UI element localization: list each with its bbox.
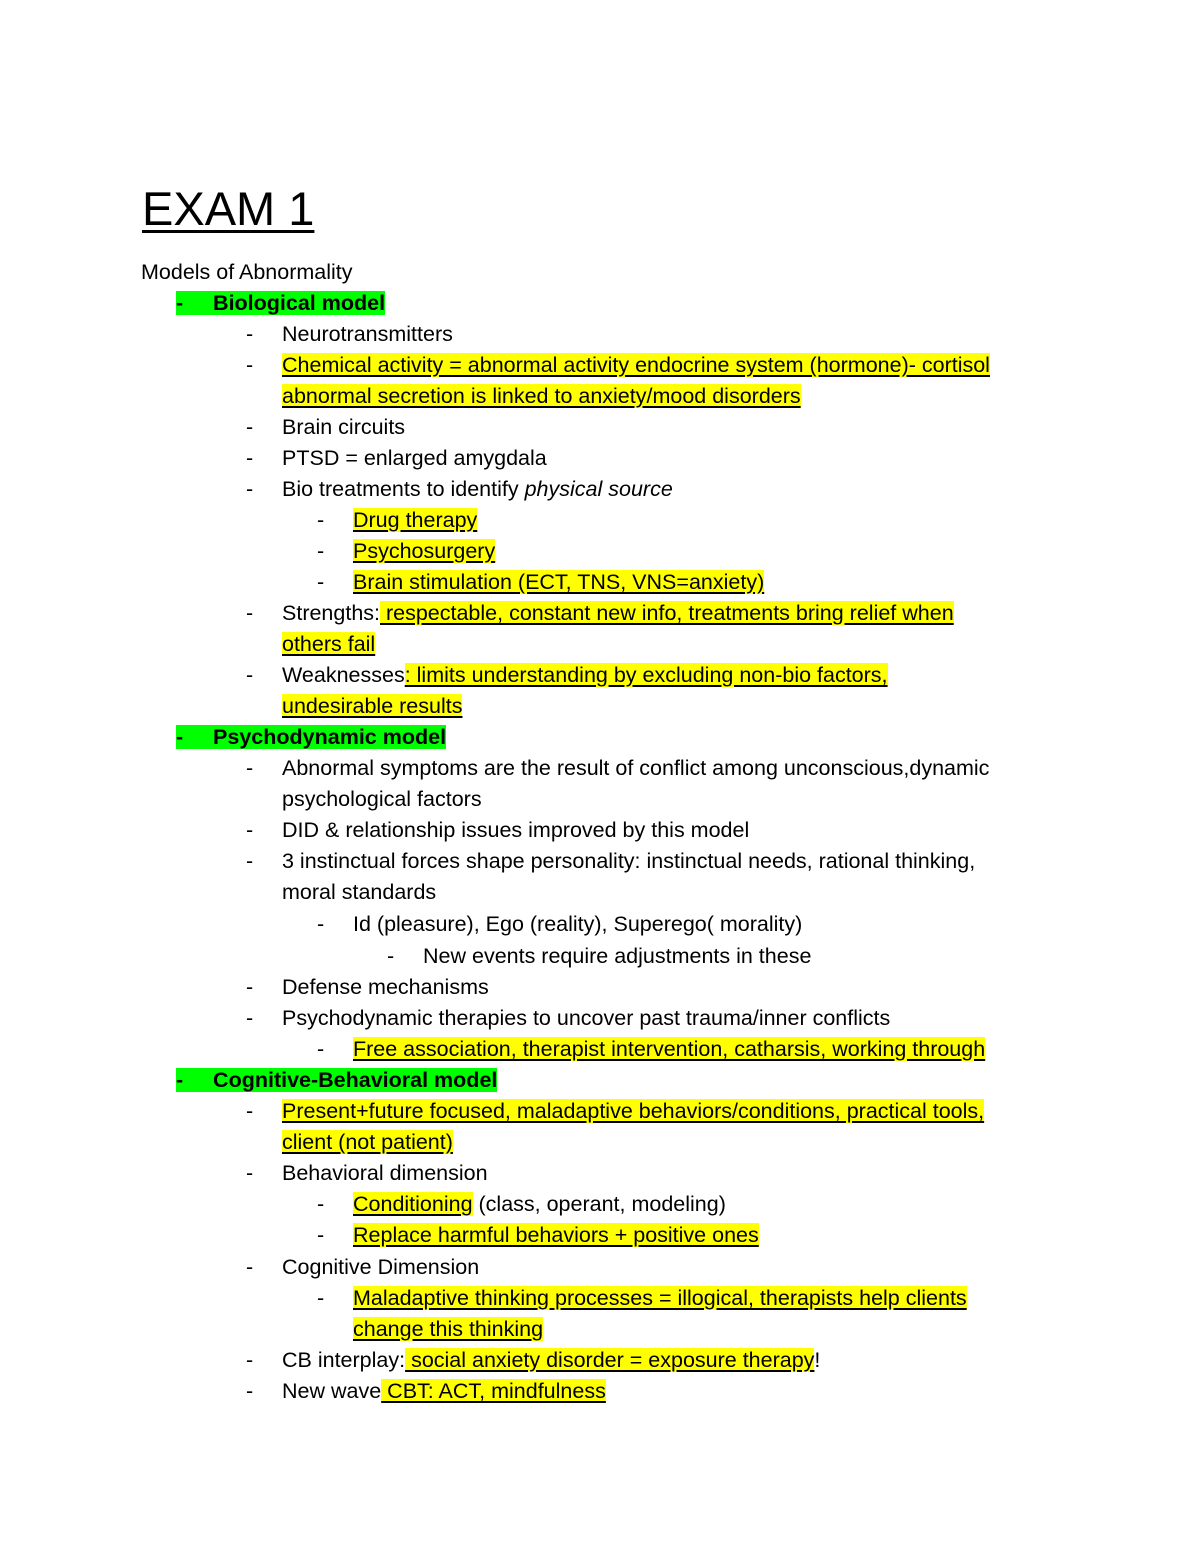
list-item: - Strengths: respectable, constant new info, treatments bring relief when bbox=[246, 601, 954, 625]
section-heading-psychodynamic: - Psychodynamic model bbox=[176, 725, 447, 749]
list-item: - Maladaptive thinking processes = illogical, therapists help clients bbox=[317, 1286, 967, 1310]
list-item-continuation: moral standards bbox=[282, 880, 437, 904]
list-item-continuation: psychological factors bbox=[282, 787, 482, 811]
section-heading-biological: - Biological model bbox=[176, 291, 386, 315]
list-item: - Defense mechanisms bbox=[246, 975, 489, 999]
document-subtitle: Models of Abnormality bbox=[141, 260, 353, 284]
list-item: - Free association, therapist intervention, catharsis, working through bbox=[317, 1037, 986, 1061]
list-item: - Chemical activity = abnormal activity endocrine system (hormone)- cortisol bbox=[246, 353, 990, 377]
list-item: - Weaknesses: limits understanding by excluding non-bio factors, bbox=[246, 663, 888, 687]
list-item: - Brain stimulation (ECT, TNS, VNS=anxiety) bbox=[317, 570, 765, 594]
list-item-continuation: client (not patient) bbox=[282, 1130, 453, 1154]
list-item: - Id (pleasure), Ego (reality), Superego( morality) bbox=[317, 912, 803, 936]
list-item: - Replace harmful behaviors + positive ones bbox=[317, 1223, 759, 1247]
list-item: - Conditioning (class, operant, modeling) bbox=[317, 1192, 726, 1216]
list-item: - Present+future focused, maladaptive behaviors/conditions, practical tools, bbox=[246, 1099, 985, 1123]
list-item: - Brain circuits bbox=[246, 415, 406, 439]
list-item: - Bio treatments to identify physical source bbox=[246, 477, 673, 501]
list-item: - New wave CBT: ACT, mindfulness bbox=[246, 1379, 606, 1403]
list-item: - Drug therapy bbox=[317, 508, 478, 532]
list-item: - Behavioral dimension bbox=[246, 1161, 488, 1185]
document-title: EXAM 1 bbox=[142, 182, 315, 235]
list-item-continuation: others fail bbox=[282, 632, 376, 656]
list-item-continuation: abnormal secretion is linked to anxiety/mood disorders bbox=[282, 384, 801, 408]
list-item: - Cognitive Dimension bbox=[246, 1255, 480, 1279]
list-item: - Psychodynamic therapies to uncover past trauma/inner conflicts bbox=[246, 1006, 891, 1030]
list-item-continuation: change this thinking bbox=[353, 1317, 544, 1341]
list-item: - PTSD = enlarged amygdala bbox=[246, 446, 547, 470]
list-item: - Neurotransmitters bbox=[246, 322, 453, 346]
list-item: - Abnormal symptoms are the result of conflict among unconscious,dynamic bbox=[246, 756, 990, 780]
list-item: - CB interplay: social anxiety disorder = exposure therapy! bbox=[246, 1348, 821, 1372]
list-item: - DID & relationship issues improved by this model bbox=[246, 818, 750, 842]
list-item: - New events require adjustments in these bbox=[387, 944, 812, 968]
list-item: - 3 instinctual forces shape personality: instinctual needs, rational thinking, bbox=[246, 849, 976, 873]
list-item-continuation: undesirable results bbox=[282, 694, 463, 718]
section-heading-cognitive-behavioral: - Cognitive-Behavioral model bbox=[176, 1068, 498, 1092]
list-item: - Psychosurgery bbox=[317, 539, 496, 563]
